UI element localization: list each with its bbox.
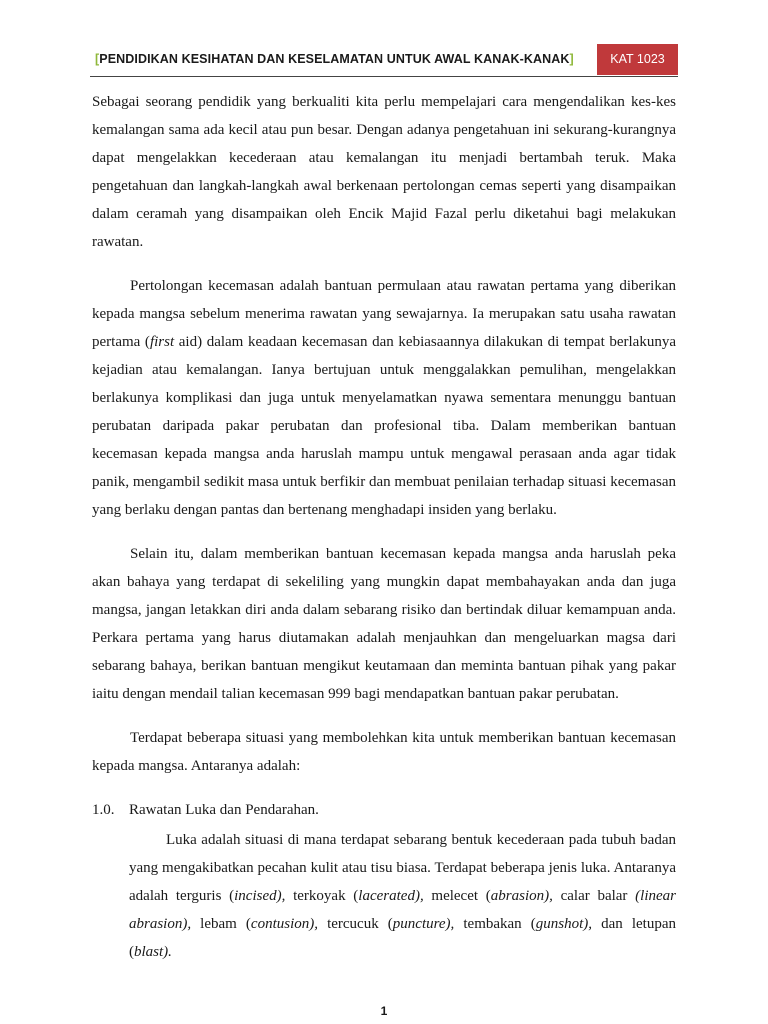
section-text-2: terkoyak (	[285, 888, 359, 904]
section-text-3: melecet (	[423, 888, 491, 904]
term-puncture: puncture),	[392, 916, 455, 932]
page-number: 1	[380, 1004, 388, 1018]
page-header	[90, 44, 678, 77]
section-heading	[92, 796, 676, 824]
section-text-7: tembakan (	[454, 916, 536, 932]
term-incised: incised),	[234, 888, 286, 904]
paragraph-3: Selain itu, dalam memberikan bantuan kecemasan kepada mangsa anda haruslah peka akan bahaya yang terdapat di sekeliling yang mungkin dapat membahayakan anda dan juga mangsa, jangan letakkan diri anda dalam sebarang risiko dan bertindak diluar kemampuan anda. Perkara pertama yang harus diutamakan adalah menjauhkan dan mengeluarkan magsa dari sebarang bahaya, berikan bantuan mengikut keutamaan dan meminta bantuan pihak yang pakar iaitu dengan mendail talian kecemasan 999 bagi mendapatkan bantuan pakar perubatan.	[92, 546, 676, 702]
term-blast: blast).	[134, 944, 172, 960]
paragraph-2-italic: first	[149, 334, 175, 350]
header-close-bracket: ]	[569, 52, 574, 66]
header-open-bracket: [	[95, 52, 100, 66]
term-contusion: contusion),	[250, 916, 318, 932]
term-linear-abrasion: (linear abrasion),	[129, 888, 676, 932]
term-lacerated: lacerated),	[358, 888, 424, 904]
header-title-text: PENDIDIKAN KESIHATAN DAN KESELAMATAN UNTUK AWAL KANAK-KANAK	[99, 52, 570, 66]
section-text-8: dan letupan (	[129, 916, 676, 960]
course-code-badge: KAT 1023	[597, 44, 678, 75]
paragraph-2	[92, 272, 676, 524]
document-body	[92, 88, 676, 966]
section-paragraph	[129, 826, 676, 966]
header-title	[95, 52, 574, 66]
section-number: 1.0.	[92, 802, 115, 818]
section-text-6: tercucuk (	[317, 916, 393, 932]
section-text-5: lebam (	[191, 916, 251, 932]
term-abrasion: abrasion),	[490, 888, 553, 904]
section-text-4: calar balar	[552, 888, 636, 904]
term-gunshot: gunshot),	[535, 916, 593, 932]
paragraph-1: Sebagai seorang pendidik yang berkualiti kita perlu mempelajari cara mengendalikan kes-kes kemalangan sama ada kecil atau pun besar. Dengan adanya pengetahuan ini sekurang-kurangnya dapat mengelakkan kecederaan atau kemalangan itu menjadi bertambah teruk. Maka pengetahuan dan langkah-langkah awal berkenaan pertolongan cemas seperti yang disampaikan dalam ceramah yang disampaikan oleh Encik Majid Fazal perlu diketahui bagi melakukan rawatan.	[92, 94, 676, 250]
section-title: Rawatan Luka dan Pendarahan.	[129, 802, 319, 818]
paragraph-4: Terdapat beberapa situasi yang membolehkan kita untuk memberikan bantuan kecemasan kepada mangsa. Antaranya adalah:	[92, 730, 676, 774]
paragraph-2-part-1: Pertolongan kecemasan adalah bantuan permulaan atau rawatan pertama yang diberikan kepada mangsa sebelum menerima rawatan yang sewajarnya. Ia merupakan satu usaha rawatan pertama (	[92, 278, 676, 350]
paragraph-2-part-2: aid) dalam keadaan kecemasan dan kebiasaannya dilakukan di tempat berlakunya kejadian atau kemalangan. Ianya bertujuan untuk menggalakkan pemulihan, mengelakkan berlakunya komplikasi dan juga untuk menyelamatkan nyawa sementara menunggu bantuan perubatan daripada pakar perubatan dan profesional tiba. Dalam memberikan bantuan kecemasan kepada mangsa anda haruslah mampu untuk mengawal perasaan anda agar tidak panik, mengambil sedikit masa untuk berfikir dan membuat penilaian terhadap situasi kecemasan yang berlaku dengan pantas dan bertenang menghadapi insiden yang berlaku.	[92, 334, 676, 518]
section-text-intro: Luka adalah situasi di mana terdapat sebarang bentuk kecederaan pada tubuh badan yang mengakibatkan pecahan kulit atau tisu biasa. Terdapat beberapa jenis luka. Antaranya adalah terguris (	[129, 832, 676, 904]
